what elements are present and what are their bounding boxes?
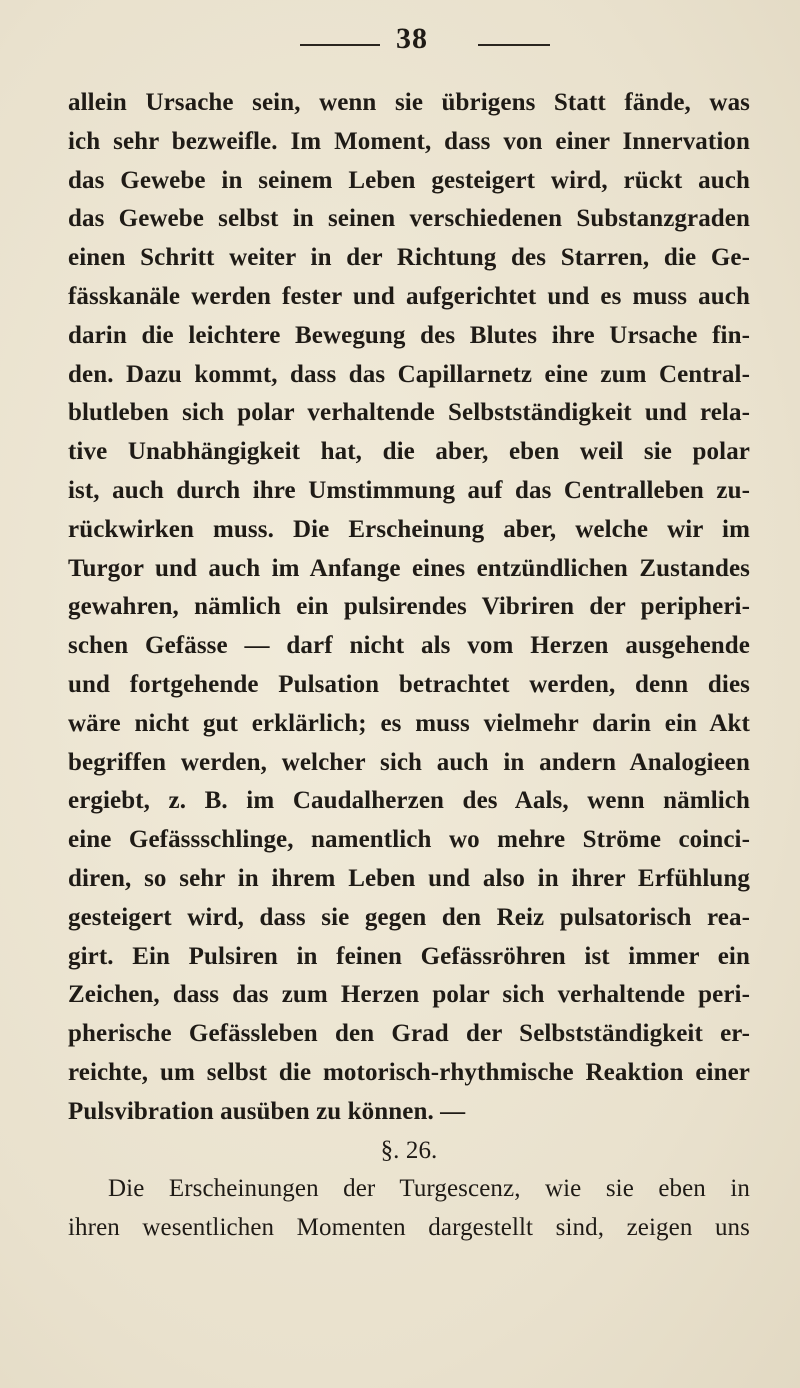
text-line: das Gewebe selbst in seinen verschiedenen Substanzgraden [68, 205, 750, 233]
text-line: darin die leichtere Bewegung des Blutes ihre Ursache fin- [68, 321, 750, 349]
header-rule-right [478, 44, 550, 46]
text-line: tive Unabhängigkeit hat, die aber, eben weil sie polar [68, 438, 750, 466]
text-line: Zeichen, dass das zum Herzen polar sich verhaltende peri- [68, 981, 750, 1009]
text-line: einen Schritt weiter in der Richtung des Starren, die Ge- [68, 244, 750, 272]
page-number: 38 [396, 22, 428, 55]
text-line: begriffen werden, welcher sich auch in andern Analogieen [68, 748, 750, 776]
text-line: das Gewebe in seinem Leben gesteigert wird, rückt auch [68, 166, 750, 194]
section-heading: §. 26. [380, 1136, 438, 1164]
text-line: Turgor und auch im Anfange eines entzündlichen Zustandes [68, 554, 750, 582]
text-line: und fortgehende Pulsation betrachtet werden, denn dies [68, 670, 750, 698]
text-line: wäre nicht gut erklärlich; es muss vielmehr darin ein Akt [68, 709, 750, 737]
text-line: pherische Gefässleben den Grad der Selbstständigkeit er- [68, 1020, 750, 1048]
text-line: reichte, um selbst die motorisch-rhythmische Reaktion einer [68, 1058, 750, 1086]
text-line: diren, so sehr in ihrem Leben und also in ihrer Erfühlung [68, 864, 750, 892]
page-header [0, 22, 800, 66]
text-line: ich sehr bezweifle. Im Moment, dass von einer Innervation [68, 127, 750, 155]
body-text [68, 84, 750, 1248]
text-line: gesteigert wird, dass sie gegen den Reiz pulsatorisch rea- [68, 903, 750, 931]
text-line: ist, auch durch ihre Umstimmung auf das Centralleben zu- [68, 476, 750, 504]
text-line: gewahren, nämlich ein pulsirendes Vibriren der peripheri- [68, 593, 750, 621]
text-line: ergiebt, z. B. im Caudalherzen des Aals, wenn nämlich [68, 787, 750, 815]
text-line: Die Erscheinungen der Turgescenz, wie sie eben in [108, 1175, 750, 1203]
text-line: eine Gefässschlinge, namentlich wo mehre Ströme coinci- [68, 826, 750, 854]
text-line: fässkanäle werden fester und aufgerichtet und es muss auch [68, 282, 750, 310]
text-line: ihren wesentlichen Momenten dargestellt sind, zeigen uns [68, 1214, 750, 1242]
text-line: rückwirken muss. Die Erscheinung aber, welche wir im [68, 515, 750, 543]
text-line: blutleben sich polar verhaltende Selbstständigkeit und rela- [68, 399, 750, 427]
text-line: allein Ursache sein, wenn sie übrigens Statt fände, was [68, 89, 750, 116]
text-line: Pulsvibration ausüben zu können. — [68, 1097, 466, 1125]
text-line: schen Gefässe — darf nicht als vom Herzen ausgehende [68, 632, 750, 660]
text-line: girt. Ein Pulsiren in feinen Gefässröhren ist immer ein [68, 942, 750, 970]
text-line: den. Dazu kommt, dass das Capillarnetz eine zum Central- [68, 360, 750, 388]
header-rule-left [300, 44, 380, 46]
